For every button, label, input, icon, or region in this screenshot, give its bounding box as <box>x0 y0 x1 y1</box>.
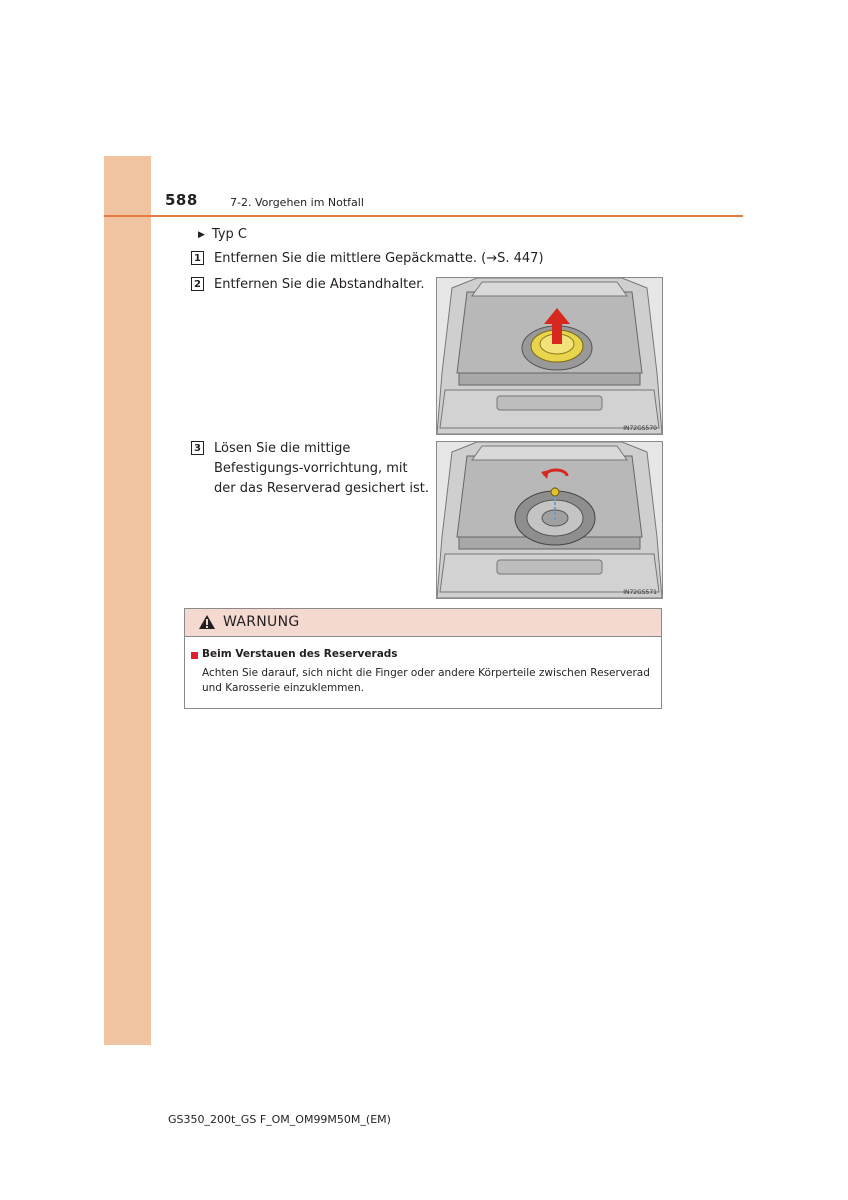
warning-box <box>184 608 662 709</box>
warning-triangle-icon <box>198 614 216 630</box>
document-code: GS350_200t_GS F_OM_OM99M50M_(EM) <box>168 1113 391 1126</box>
warning-text: Achten Sie darauf, sich nicht die Finger oder andere Körperteile zwischen Reserverad und Karosserie einzuklemmen. <box>202 667 650 694</box>
warning-header <box>185 609 661 637</box>
trunk-cover-removal-illustration <box>437 278 662 434</box>
figure-code: IN72GS571 <box>623 589 657 596</box>
red-square-bullet-icon <box>191 652 198 659</box>
step-text: Entfernen Sie die Abstandhalter. <box>214 277 425 292</box>
step-number: 3 <box>191 441 204 455</box>
step-number: 2 <box>191 277 204 291</box>
type-label <box>198 227 247 242</box>
trunk-cover-figure <box>436 277 663 435</box>
page-number: 588 <box>165 191 198 209</box>
figure-code: IN72GS570 <box>623 425 657 432</box>
triangle-bullet-icon: ▶ <box>198 230 205 240</box>
step-text: Entfernen Sie die mittlere Gepäckmatte. (→S. 447) <box>214 251 544 266</box>
section-title: 7-2. Vorgehen im Notfall <box>230 196 364 209</box>
type-label-text: Typ C <box>211 227 247 242</box>
header-divider <box>104 215 743 217</box>
warning-title: WARNUNG <box>223 614 300 630</box>
warning-heading: Beim Verstauen des Reserverads <box>202 648 398 660</box>
step-number: 1 <box>191 251 204 265</box>
step-text: Lösen Sie die mittige Befestigungs-vorrichtung, mit der das Reserverad gesichert ist. <box>214 441 430 496</box>
chapter-side-tab <box>104 156 151 1045</box>
spare-wheel-figure <box>436 441 663 599</box>
spare-wheel-bolt-illustration <box>437 442 662 598</box>
